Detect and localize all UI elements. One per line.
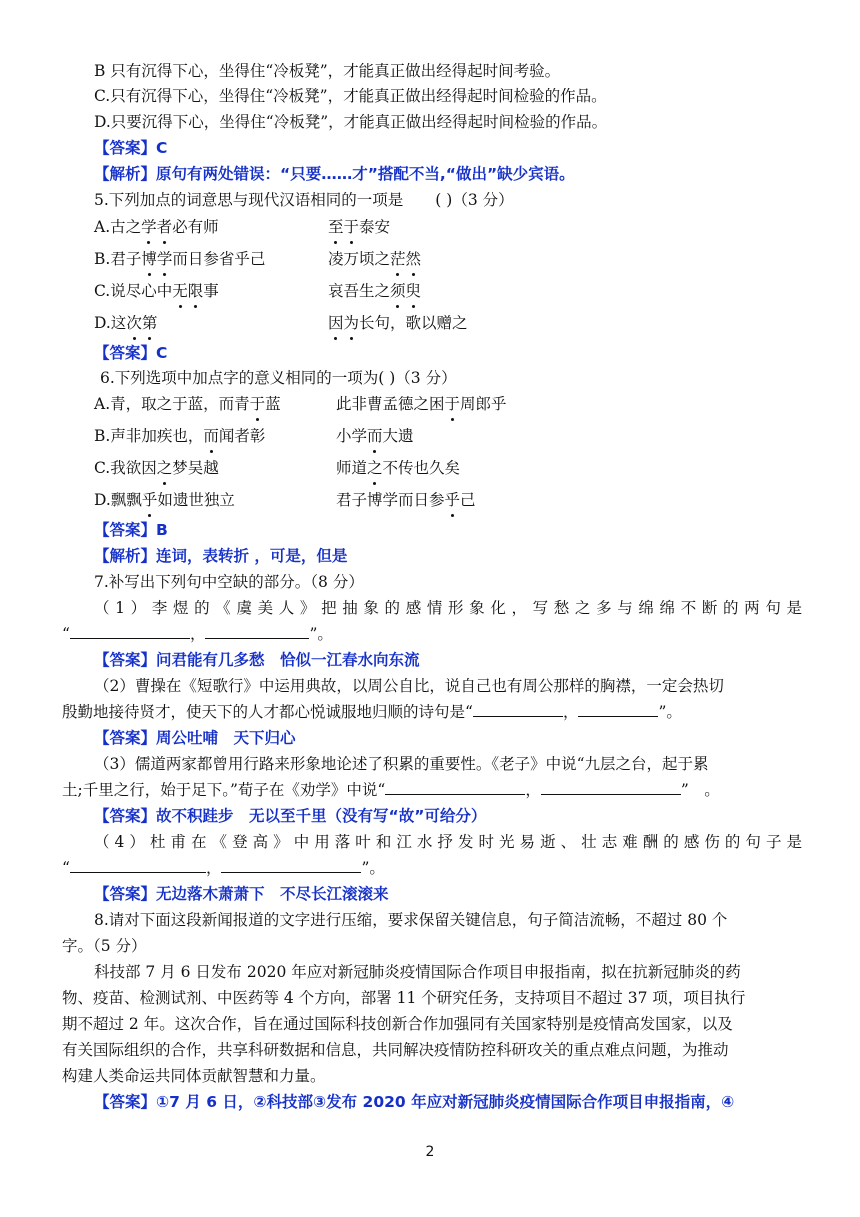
q6-option-c-right: 师道之不传也久矣 (336, 459, 461, 477)
q5-option-c-right: 哀吾生之须臾 (328, 282, 422, 300)
analysis-tag: 【解析】 (94, 165, 157, 183)
q8-body-line2: 物、疫苗、检测试剂、中医药等 4 个方向，部署 11 个研究任务，支持项目不超过 37 项，项目执行 (62, 989, 746, 1007)
page-number: 2 (425, 1144, 435, 1160)
q7-part2-text: 殷勤地接待贤才，使天下的人才都心悦诚服地归顺的诗句是“ (62, 703, 473, 721)
q7-part4-blanks: “ ， ”。 (62, 859, 385, 877)
answer-tag: 【答案】 (94, 885, 157, 903)
q8-body-line1: 科技部 7 月 6 日发布 2020 年应对新冠肺炎疫情国际合作项目申报指南，拟在抗新冠肺炎的药 (94, 963, 741, 981)
answer-value: B (156, 521, 168, 539)
q7-part3-answer (94, 805, 486, 827)
answer-value: 问君能有几多愁 恰似一江春水向东流 (156, 651, 420, 669)
q6-answer (94, 519, 168, 541)
q8-stem-line2: 字。（5 分） (62, 937, 147, 955)
answer-tag: 【答案】 (94, 807, 157, 825)
q5-stem (94, 189, 514, 211)
q7-part4-line1: （4）杜甫在《登高》中用落叶和江水抒发时光易逝、壮志难酬的感伤的句子是 (94, 833, 802, 851)
q5-option-d: D.这次第 (94, 314, 158, 332)
q7-part3-line2: 土;千里之行，始于足下。”荀子在《劝学》中说“ ， ” 。 (62, 781, 720, 799)
q6-option-a: A.青，取之于蓝，而青于蓝 (94, 395, 281, 413)
answer-tag: 【答案】 (94, 344, 157, 362)
answer-value: 周公吐哺 天下归心 (156, 729, 296, 747)
q7-part1-blanks: “ ， ”。 (62, 625, 333, 643)
answer-tag: 【答案】 (94, 729, 157, 747)
q4-option-b: B 只有沉得下心，坐得住“冷板凳”，才能真正做出经得起时间考验。 (94, 62, 561, 80)
q7-part1-line1: （1）李煜的《虞美人》把抽象的感情形象化，写愁之多与绵绵不断的两句是 (94, 599, 802, 617)
answer-value: 故不积跬步 无以至千里（没有写“故”可给分） (156, 807, 487, 825)
answer-tag: 【答案】 (94, 1093, 157, 1111)
q6-option-b-right: 小学而大遗 (336, 427, 414, 445)
q7-part3-text: 土;千里之行，始于足下。”荀子在《劝学》中说“ (62, 781, 386, 799)
q5-score: （3 分） (452, 191, 514, 209)
analysis-tag: 【解析】 (94, 547, 157, 565)
q6-option-d-right: 君子博学而日参乎己 (336, 491, 476, 509)
q7-part1-answer (94, 649, 420, 671)
answer-value: C (156, 139, 168, 157)
q8-body-line4: 有关国际组织的合作，共享科研数据和信息，共同解决疫情防控科研攻关的重点难点问题，为推动 (62, 1041, 729, 1059)
q6-option-b: B.声非加疾也，而闻者彰 (94, 427, 266, 445)
q5-option-a: A.古之学者必有师 (94, 218, 219, 236)
q5-option-d-right: 因为长句，歌以赠之 (328, 314, 468, 332)
q8-answer (94, 1091, 734, 1113)
q4-answer (94, 137, 167, 159)
q4-analysis (94, 163, 575, 185)
answer-tag: 【答案】 (94, 521, 157, 539)
q7-part2-line2: 殷勤地接待贤才，使天下的人才都心悦诚服地归顺的诗句是“ ， ”。 (62, 703, 682, 721)
analysis-text: 连词，表转折 ，可是，但是 (156, 547, 348, 565)
q5-answer (94, 342, 167, 364)
q6-analysis (94, 545, 347, 567)
q4-option-c: C.只有沉得下心，坐得住“冷板凳”，才能真正做出经得起时间检验的作品。 (94, 87, 607, 105)
answer-value: 无边落木萧萧下 不尽长江滚滚来 (156, 885, 389, 903)
q5-option-c: C.说尽心中无限事 (94, 282, 219, 300)
answer-tag: 【答案】 (94, 139, 157, 157)
q5-option-b-right: 凌万顷之茫然 (328, 250, 422, 268)
q7-stem: 7.补写出下列句中空缺的部分。（8 分） (94, 573, 364, 591)
q7-part4-answer (94, 883, 389, 905)
q7-part2-answer (94, 727, 296, 749)
q6-option-a-right: 此非曹孟德之困于周郎乎 (336, 395, 507, 413)
q7-part2-line1: （2）曹操在《短歌行》中运用典故，以周公自比，说自己也有周公那样的胸襟，一定会热切 (94, 677, 724, 695)
q8-stem-line1: 8.请对下面这段新闻报道的文字进行压缩，要求保留关键信息，句子简洁流畅，不超过 80 个 (94, 911, 728, 929)
q5-answer-parens: ( ) (435, 191, 453, 209)
q6-stem: 6.下列选项中加点字的意义相同的一项为( )（3 分） (100, 369, 457, 387)
q6-option-d: D.飘飘乎如遗世独立 (94, 491, 235, 509)
analysis-text: 原句有两处错误：“只要……才”搭配不当,“做出”缺少宾语。 (156, 165, 575, 183)
q7-part3-line1: （3）儒道两家都曾用行路来形象地论述了积累的重要性。《老子》中说“九层之台，起于累 (94, 755, 709, 773)
q4-option-d: D.只要沉得下心，坐得住“冷板凳”，才能真正做出经得起时间检验的作品。 (94, 113, 608, 131)
answer-value: C (156, 344, 168, 362)
q5-option-a-right: 至于泰安 (328, 218, 391, 236)
q6-option-c: C.我欲因之梦吴越 (94, 459, 219, 477)
q8-body-line3: 期不超过 2 年。这次合作，旨在通过国际科技创新合作加强同有关国家特别是疫情高发国家，以及 (62, 1015, 733, 1033)
answer-tag: 【答案】 (94, 651, 157, 669)
q5-stem-text: 5.下列加点的词意思与现代汉语相同的一项是 (94, 191, 404, 209)
answer-value: ①7 月 6 日，②科技部③发布 2020 年应对新冠肺炎疫情国际合作项目申报指南，④ (156, 1093, 735, 1111)
q5-option-b: B.君子博学而日参省乎己 (94, 250, 266, 268)
q8-body-line5: 构建人类命运共同体贡献智慧和力量。 (62, 1067, 326, 1085)
